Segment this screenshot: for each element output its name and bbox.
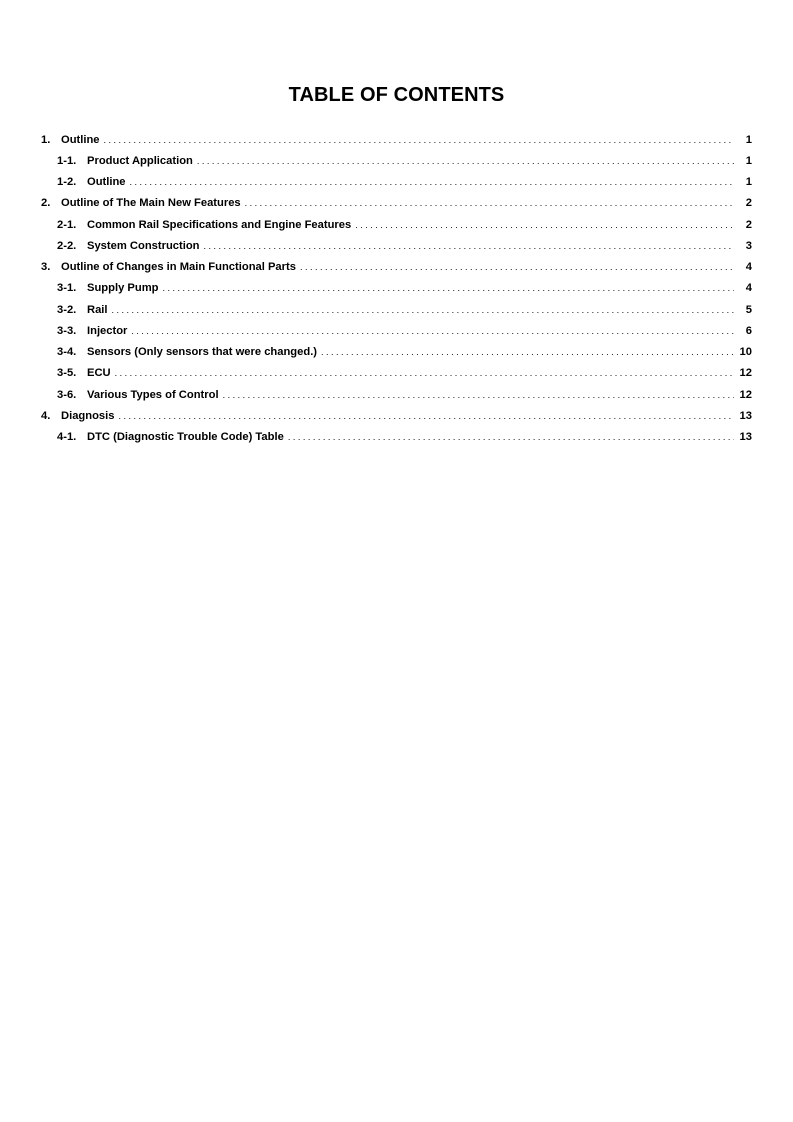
- toc-dot-leader: [245, 196, 734, 210]
- toc-entry[interactable]: [41, 299, 752, 320]
- toc-entry[interactable]: [41, 384, 752, 405]
- toc-dot-leader: [115, 366, 734, 380]
- toc-entry[interactable]: [41, 320, 752, 341]
- toc-entry-number: 3-5.: [57, 367, 77, 380]
- toc-entry[interactable]: [41, 214, 752, 235]
- toc-entry-number: 3-6.: [57, 388, 77, 401]
- toc-entry-title: Outline of Changes in Main Functional Parts: [61, 261, 296, 274]
- toc-entry-title: Supply Pump: [87, 282, 159, 295]
- table-of-contents: [41, 129, 752, 448]
- toc-entry-title: System Construction: [87, 239, 200, 252]
- toc-entry-title: Diagnosis: [61, 409, 115, 422]
- toc-entry-page: 1: [745, 176, 752, 189]
- toc-dot-leader: [118, 409, 734, 423]
- toc-entry[interactable]: [41, 257, 752, 278]
- toc-entry-number: 2-1.: [57, 218, 77, 231]
- toc-dot-leader: [112, 303, 734, 317]
- page-title: TABLE OF CONTENTS: [288, 84, 505, 106]
- toc-dot-leader: [104, 133, 734, 147]
- toc-entry[interactable]: [41, 193, 752, 214]
- toc-entry[interactable]: [41, 405, 752, 426]
- toc-entry-page: 5: [745, 303, 752, 316]
- toc-entry-title: DTC (Diagnostic Trouble Code) Table: [87, 431, 284, 444]
- toc-entry-page: 2: [745, 197, 752, 210]
- toc-entry[interactable]: [41, 172, 752, 193]
- toc-entry-title: Outline of The Main New Features: [61, 197, 241, 210]
- toc-entry-title: Sensors (Only sensors that were changed.): [87, 346, 318, 359]
- toc-entry-number: 3-2.: [57, 303, 77, 316]
- toc-entry[interactable]: [41, 129, 752, 150]
- toc-dot-leader: [300, 260, 734, 274]
- toc-entry-page: 1: [745, 133, 752, 146]
- toc-entry-number: 2.: [41, 197, 51, 210]
- toc-entry-number: 3.: [41, 261, 51, 274]
- toc-entry-page: 4: [745, 261, 752, 274]
- toc-entry-title: Outline: [87, 176, 126, 189]
- toc-entry-number: 1.: [41, 133, 51, 146]
- toc-entry-page: 2: [745, 218, 752, 231]
- toc-entry[interactable]: [41, 150, 752, 171]
- toc-entry[interactable]: [41, 278, 752, 299]
- toc-entry-number: 2-2.: [57, 239, 77, 252]
- toc-entry-page: 3: [745, 239, 752, 252]
- toc-entry-title: Outline: [61, 133, 100, 146]
- toc-dot-leader: [355, 218, 734, 232]
- toc-entry-title: Various Types of Control: [87, 388, 219, 401]
- toc-dot-leader: [197, 154, 734, 168]
- toc-dot-leader: [288, 430, 734, 444]
- toc-entry-number: 1-2.: [57, 176, 77, 189]
- toc-entry[interactable]: [41, 342, 752, 363]
- toc-dot-leader: [223, 388, 734, 402]
- toc-entry-title: ECU: [87, 367, 111, 380]
- toc-entry-number: 3-3.: [57, 324, 77, 337]
- toc-entry[interactable]: [41, 363, 752, 384]
- toc-entry-page: 10: [739, 346, 752, 359]
- toc-entry[interactable]: [41, 235, 752, 256]
- toc-entry-number: 4.: [41, 409, 51, 422]
- toc-dot-leader: [321, 345, 734, 359]
- toc-entry-title: Product Application: [87, 154, 193, 167]
- toc-dot-leader: [162, 281, 734, 295]
- toc-entry-page: 4: [745, 282, 752, 295]
- toc-entry-title: Injector: [87, 324, 128, 337]
- toc-entry-page: 13: [739, 431, 752, 444]
- toc-dot-leader: [131, 324, 734, 338]
- toc-dot-leader: [130, 175, 734, 189]
- toc-entry-page: 1: [745, 154, 752, 167]
- toc-entry-number: 1-1.: [57, 154, 77, 167]
- toc-entry-page: 13: [739, 409, 752, 422]
- toc-entry-page: 12: [739, 367, 752, 380]
- toc-entry[interactable]: [41, 427, 752, 448]
- toc-entry-number: 3-4.: [57, 346, 77, 359]
- toc-entry-title: Rail: [87, 303, 108, 316]
- toc-entry-page: 12: [739, 388, 752, 401]
- toc-entry-number: 4-1.: [57, 431, 77, 444]
- toc-dot-leader: [204, 239, 734, 253]
- toc-entry-title: Common Rail Specifications and Engine Features: [87, 218, 352, 231]
- toc-entry-page: 6: [745, 324, 752, 337]
- toc-entry-number: 3-1.: [57, 282, 77, 295]
